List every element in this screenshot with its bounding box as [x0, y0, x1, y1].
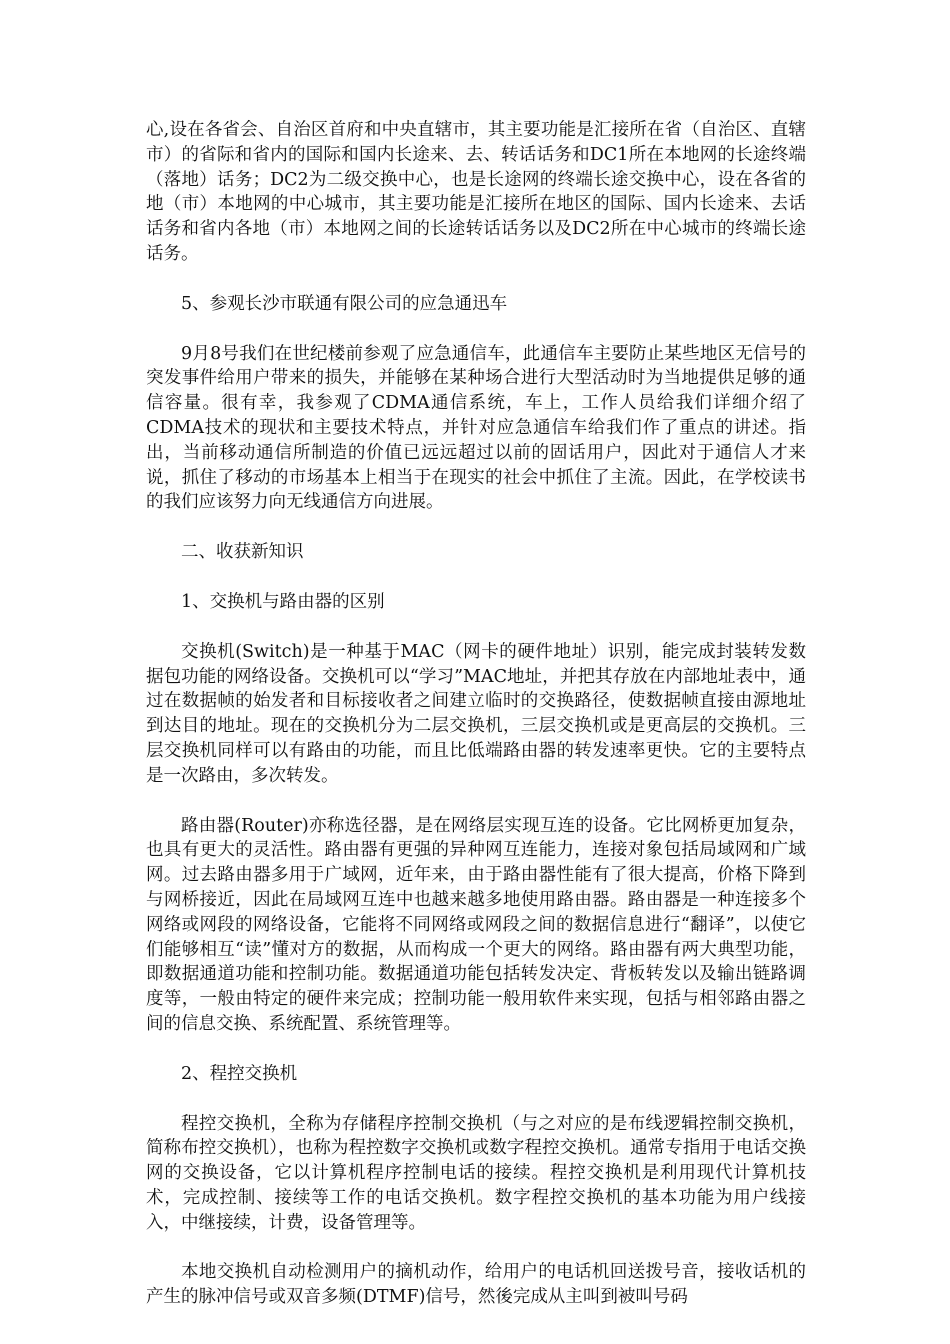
paragraph-emergency-vehicle: 9月8号我们在世纪楼前参观了应急通信车，此通信车主要防止某些地区无信号的突发事件给用户带来的损失，并能够在某种场合进行大型活动时为当地提供足够的通信容量。很有幸，我参观了CDMA通信系统，车上，工作人员给我们详细介绍了CDMA技术的现状和主要技术特点，并针对应急通信车给我们作了重点的讲述。指出，当前移动通信所制造的价值已远远超过以前的固话用户，因此对于通信人才来说，抓住了移动的市场基本上相当于在现实的社会中抓住了主流。因此，在学校读书的我们应该努力向无线通信方向进展。 — [146, 343, 806, 513]
heading-new-knowledge: 二、收获新知识 — [181, 542, 304, 563]
paragraph-switch: 交换机(Switch)是一种基于MAC（网卡的硬件地址）识别，能完成封装转发数据包功能的网络设备。交换机可以“学习”MAC地址，并把其存放在内部地址表中，通过在数据帧的始发者和目标接收者之间建立临时的交换路径，使数据帧直接由源地址到达目的地址。现在的交换机分为二层交换机，三层交换机或是更高层的交换机。三层交换机同样可以有路由的功能，而且比低端路由器的转发速率更快。它的主要特点是一次路由，多次转发。 — [146, 641, 806, 786]
document-body — [146, 118, 806, 1335]
heading-program-controlled-switch: 2、程控交换机 — [181, 1063, 298, 1084]
paragraph-program-controlled-switch: 程控交换机，全称为存储程序控制交换机（与之对应的是布线逻辑控制交换机，简称布控交换机），也称为程控数字交换机或数字程控交换机。通常专指用于电话交换网的交换设备，它以计算机程序控制电话的接续。程控交换机是利用现代计算机技术，完成控制、接续等工作的电话交换机。数字程控交换机的基本功能为用户线接入，中继接续，计费，设备管理等。 — [146, 1113, 806, 1233]
paragraph-local-switch: 本地交换机自动检测用户的摘机动作，给用户的电话机回送拨号音，接收话机的产生的脉冲信号或双音多频(DTMF)信号，然後完成从主叫到被叫号码 — [146, 1262, 806, 1308]
heading-emergency-vehicle: 5、参观长沙市联通有限公司的应急通迅车 — [181, 293, 508, 314]
heading-switch-vs-router: 1、交换机与路由器的区别 — [181, 591, 385, 612]
paragraph-dc-intro: 心,设在各省会、自治区首府和中央直辖市，其主要功能是汇接所在省（自治区、直辖市）的省际和省内的国际和国内长途来、去、转话话务和DC1所在本地网的长途终端（落地）话务；DC2为二级交换中心，也是长途网的终端长途交换中心，设在各省的地（市）本地网的中心城市，其主要功能是汇接所在地区的国际、国内长途来、去话话务和省内各地（市）本地网之间的长途转话话务以及DC2所在中心城市的终端长途话务。 — [146, 120, 806, 264]
paragraph-router: 路由器(Router)亦称选径器，是在网络层实现互连的设备。它比网桥更加复杂，也具有更大的灵活性。路由器有更强的异种网互连能力，连接对象包括局域网和广域网。过去路由器多用于广域网，近年来，由于路由器性能有了很大提高，价格下降到与网桥接近，因此在局域网互连中也越来越多地使用路由器。路由器是一种连接多个网络或网段的网络设备，它能将不同网络或网段之间的数据信息进行“翻译”，以使它们能够相互“读”懂对方的数据，从而构成一个更大的网络。路由器有两大典型功能，即数据通道功能和控制功能。数据通道功能包括转发决定、背板转发以及输出链路调度等，一般由特定的硬件来完成；控制功能一般用软件来实现，包括与相邻路由器之间的信息交换、系统配置、系统管理等。 — [146, 815, 806, 1034]
